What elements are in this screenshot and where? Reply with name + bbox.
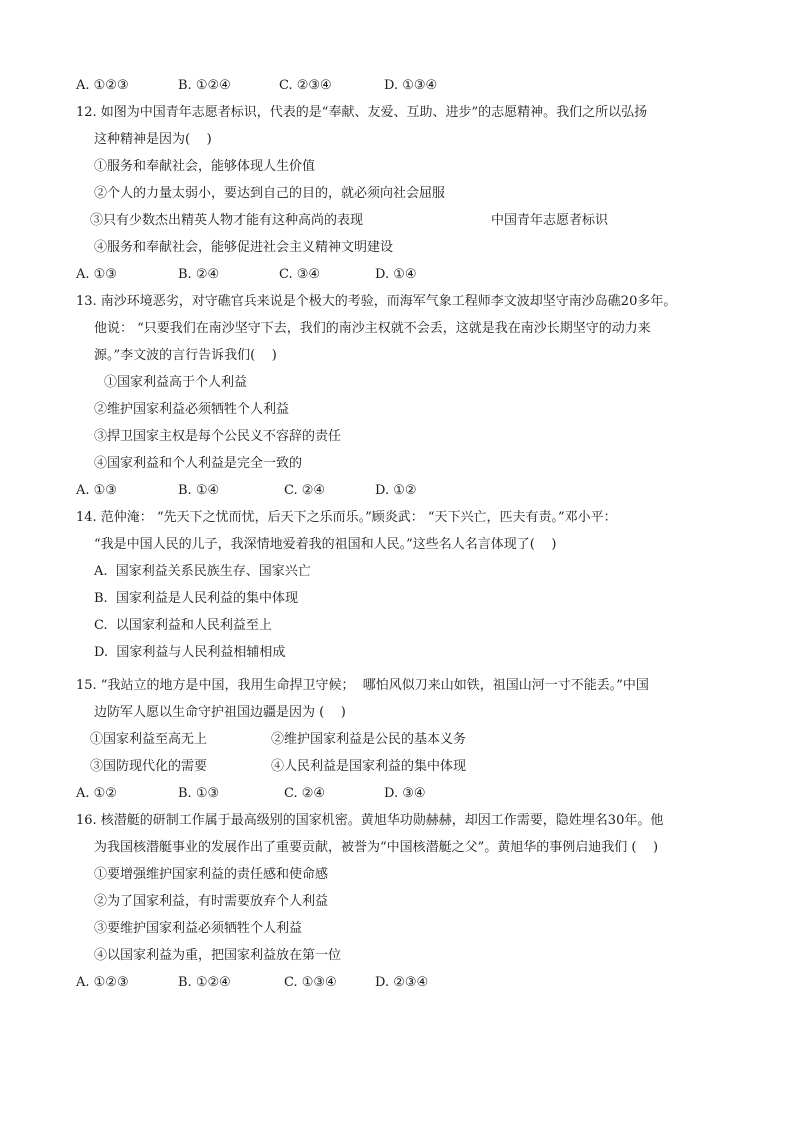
q14-option-c: C. 以国家利益和人民利益至上 (94, 618, 272, 633)
option-b: B. ①②④ (178, 78, 231, 93)
option-a: A. ①③ (76, 267, 117, 282)
q15-statement-2: ②维护国家利益是公民的基本义务 (271, 732, 467, 747)
q15-stem-line2: 边防军人愿以生命守护祖国边疆是因为 ( ) (94, 705, 346, 720)
option-c: C. ②④ (284, 483, 326, 498)
option-d: D. ①④ (375, 267, 417, 282)
q14-stem-line2: “我是中国人民的儿子，我深情地爱着我的祖国和人民。”这些名人名言体现了( ) (94, 537, 557, 552)
option-b: B. ①③ (178, 786, 220, 801)
q12-image-caption: 中国青年志愿者标识 (491, 213, 609, 228)
q13-stem-line2: 他说： “只要我们在南沙坚守下去，我们的南沙主权就不会丢，这就是我在南沙长期坚守的动力来 (94, 321, 651, 336)
option-d: D. ②③④ (375, 975, 429, 990)
q13-statement-4: ④国家利益和个人利益是完全一致的 (94, 456, 303, 471)
q12-stem-line2: 这种精神是因为( ) (94, 132, 212, 147)
option-c: C. ①③④ (284, 975, 337, 990)
q16-statement-3: ③要维护国家利益必须牺牲个人利益 (94, 921, 303, 936)
option-b: B. ①④ (178, 483, 220, 498)
q13-stem-line1: 13. 南沙环境恶劣，对守礁官兵来说是个极大的考验，而海军气象工程师李文波却坚守南沙岛礁20多年。 (76, 294, 677, 309)
q13-statement-2: ②维护国家利益必须牺牲个人利益 (94, 402, 290, 417)
q16-statement-1: ①要增强维护国家利益的责任感和使命感 (94, 867, 329, 882)
option-a: A. ①② (76, 786, 117, 801)
q16-statement-4: ④以国家利益为重，把国家利益放在第一位 (94, 948, 342, 963)
q12-statement-4: ④服务和奉献社会，能够促进社会主义精神文明建设 (94, 240, 394, 255)
option-a: A. ①②③ (76, 975, 129, 990)
q16-statement-2: ②为了国家利益，有时需要放弃个人利益 (94, 894, 329, 909)
option-b: B. ②④ (178, 267, 220, 282)
q12-stem-line1: 12. 如图为中国青年志愿者标识，代表的是“奉献、友爱、互助、进步”的志愿精神。我们之所以弘扬 (76, 105, 648, 120)
q16-stem-line1: 16. 核潜艇的研制工作属于最高级别的国家机密。黄旭华功勋赫赫，却因工作需要，隐姓埋名30年。他 (76, 813, 664, 828)
option-c: C. ②④ (284, 786, 326, 801)
q16-stem-line2: 为我国核潜艇事业的发展作出了重要贡献，被誉为“中国核潜艇之父”。黄旭华的事例启迪我们 ( ) (94, 840, 659, 855)
q14-stem-line1: 14. 范仲淹： “先天下之忧而忧，后天下之乐而乐。”顾炎武： “天下兴亡，匹夫有责。”邓小平： (76, 510, 617, 525)
q12-statement-2: ②个人的力量太弱小，要达到自己的目的，就必须向社会屈服 (94, 186, 446, 201)
q14-option-d: D. 国家利益与人民利益相辅相成 (94, 645, 286, 660)
q13-statement-3: ③捍卫国家主权是每个公民义不容辞的责任 (94, 429, 342, 444)
option-d: D. ①③④ (384, 78, 438, 93)
option-a: A. ①③ (76, 483, 117, 498)
q12-statement-3: ③只有少数杰出精英人物才能有这种高尚的表现 (90, 213, 364, 228)
q12-statement-1: ①服务和奉献社会，能够体现人生价值 (94, 159, 316, 174)
option-d: D. ①② (375, 483, 417, 498)
option-b: B. ①②④ (178, 975, 231, 990)
q15-statement-4: ④人民利益是国家利益的集中体现 (271, 759, 467, 774)
q14-option-a: A. 国家利益关系民族生存、国家兴亡 (94, 564, 311, 579)
option-d: D. ③④ (384, 786, 426, 801)
option-c: C. ③④ (279, 267, 321, 282)
option-c: C. ②③④ (279, 78, 332, 93)
q15-statement-3: ③国防现代化的需要 (90, 759, 208, 774)
q14-option-b: B. 国家利益是人民利益的集中体现 (94, 591, 298, 606)
option-a: A. ①②③ (76, 78, 129, 93)
q15-statement-1: ①国家利益至高无上 (90, 732, 208, 747)
q13-statement-1: ①国家利益高于个人利益 (104, 375, 248, 390)
q13-stem-line3: 源。”李文波的言行告诉我们( ) (94, 348, 277, 363)
q15-stem-line1: 15. “我站立的地方是中国，我用生命捍卫守候； 哪怕风似刀来山如铁，祖国山河一寸不能丢。”中国 (76, 678, 649, 693)
